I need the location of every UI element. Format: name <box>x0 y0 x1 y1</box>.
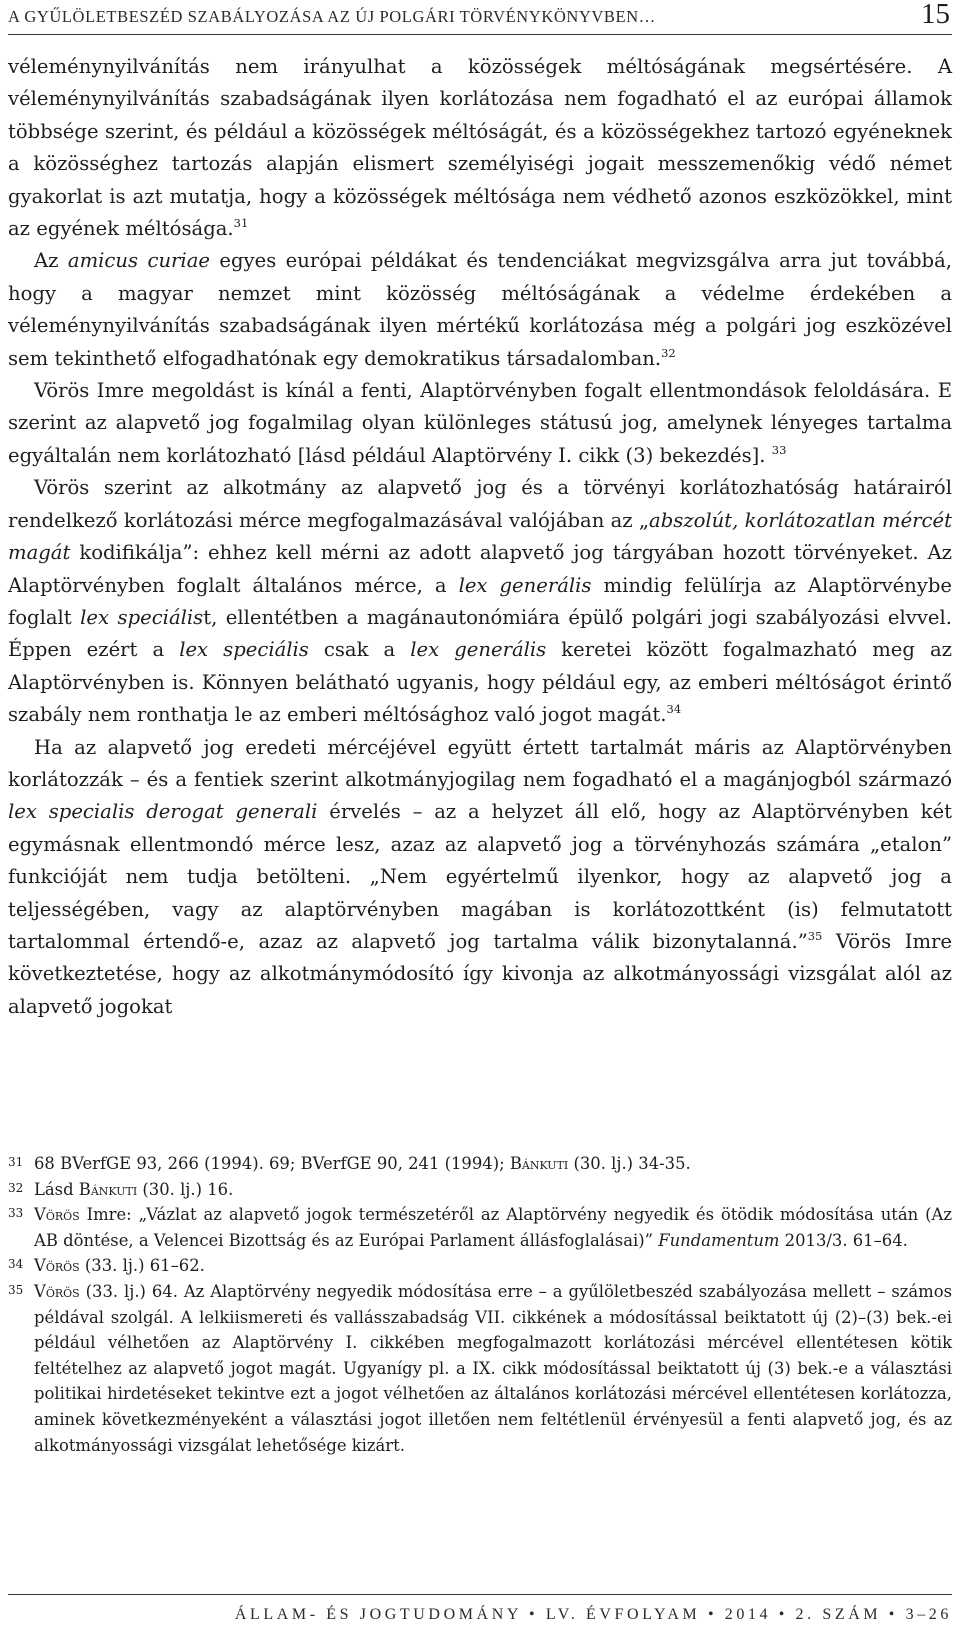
journal-title: Fundamentum <box>658 1230 780 1250</box>
paragraph-text: csak a <box>308 638 411 662</box>
footnote-ref-31[interactable]: 31 <box>233 216 249 231</box>
journal-citation: ÁLLAM- ÉS JOGTUDOMÁNY • LV. ÉVFOLYAM • 2014 • 2. SZÁM • 3–26 <box>234 1606 952 1623</box>
latin-term: lex speciális <box>80 605 204 629</box>
paragraph-1 <box>8 51 952 245</box>
author-name: Bánkuti <box>78 1179 138 1199</box>
footnote-ref-35[interactable]: 35 <box>807 928 823 943</box>
paragraph-3 <box>8 375 952 472</box>
footnote-number: 31 <box>8 1155 24 1169</box>
paragraph-2 <box>8 245 952 375</box>
paragraph-text: mindig felülírja az Alaptörvénybe foglalt <box>8 573 952 629</box>
author-name: Bánkuti <box>509 1154 569 1173</box>
footnote-text: (30. lj.) 16. <box>137 1179 234 1199</box>
paragraph-4 <box>8 472 952 731</box>
paragraph-text: érvelés – az a helyzet áll elő, hogy az Alaptörvényben két egymásnak ellentmondó mérce lesz, azaz az alapvető jog a törvényhozás számára „etalon” funkcióját nem tudja betölteni. „Nem egyértelmű ilyenkor, hogy az alapvető jog a teljességében, vagy az alaptörvényben magában is korlátozottként (is) felmutatott tartalommal értendő-e, azaz az alapvető jog tartalma válik bizonytalanná.” <box>8 800 952 953</box>
footnote-text: 68 BVerfGE 93, 266 (1994). 69; BVerfGE 90, 241 (1994); <box>34 1154 510 1173</box>
footnotes <box>8 1151 952 1458</box>
footnote-33 <box>8 1202 952 1253</box>
author-name: Vörös <box>34 1281 80 1301</box>
paragraph-text: Ha az alapvető jog eredeti mércéjével együtt értett tartalmát máris az Alaptörvényben korlátozzák – és a fentiek szerint alkotmányjogilag nem fogadható el a magánjogból származó <box>8 735 952 791</box>
footnote-ref-34[interactable]: 34 <box>666 702 682 717</box>
footnote-text: (33. lj.) 64. Az Alaptörvény negyedik módosítása erre – a gyűlöletbeszéd szabályozása mellett – számos példával szolgál. A lelkiismereti és vallásszabadság VII. cikkének a módosítással beiktatott új (2)–(3) bek.-ei például vélhetően az Alaptörvény I. cikkében megfogalmazott korlátozási mércével ellentétesen kötik feltételhez az alapvető jogot magát. Ugyanígy pl. a IX. cikk módosítással beiktatott új (3) bek.-e a választási politikai hirdetéseket tekintve ezt a jogot vélhetően az általános korlátozási mércével ellentétesen korlátozza, aminek következményeként a választási jogot illetően nem feltétlenül érvényesül a fenti alapvető jog, és az alkotmányossági vizsgálat lehetősége kizárt. <box>34 1281 952 1455</box>
paragraph-text: kodifikálja”: ehhez kell mérni az adott alapvető jog tárgyában hozott törvényeket. Az Alaptörvényben foglalt általános mérce, a <box>8 541 952 597</box>
paragraph-text: Vörös Imre megoldást is kínál a fenti, Alaptörvényben fogalt ellentmondások feloldására. E szerint az alapvető jog fogalmilag olyan különleges státusú jog, amelynek lényeges tartalma egyáltalán nem korlátozható [lásd például Alaptörvény I. cikk (3) bekezdés]. <box>8 379 952 467</box>
footnote-text: 2013/3. 61–64. <box>779 1230 908 1250</box>
paragraph-text: véleménynyilvánítás nem irányulhat a közösségek méltóságának megsértésére. A véleménynyilvánítás szabadságának ilyen korlátozása nem fogadható el az európai államok többsége szerint, és például a közösségek méltóságát, és a közösségekhez tartozó egyéneknek a közösséghez tartozás alapján elismert személyiségi jogait messzemenőkig védő német gyakorlat is azt mutatja, hogy a közösségek méltósága nem védhető azonos eszközökkel, mint az egyének méltósága. <box>8 55 952 241</box>
paragraph-text: Az <box>34 249 68 273</box>
author-name: Vörös <box>34 1205 80 1225</box>
page-footer <box>8 1594 952 1634</box>
latin-term: lex generális <box>410 638 547 662</box>
latin-term: amicus curiae <box>67 249 210 273</box>
paragraph-5 <box>8 732 952 1024</box>
footnote-34 <box>8 1253 952 1279</box>
latin-term: lex speciális <box>179 638 309 662</box>
footnote-text: Lásd <box>34 1179 79 1199</box>
running-title: A GYŰLÖLETBESZÉD SZABÁLYOZÁSA AZ ÚJ POLGÁRI TÖRVÉNYKÖNYVBEN… <box>8 7 656 26</box>
paragraph-text: Vörös szerint az alkotmány az alapvető jog és a törvényi korlátozhatóság határairól rendelkező korlátozási mérce megfogalmazásával valójában az „ <box>8 476 952 532</box>
article-body <box>8 51 952 1023</box>
footnote-35 <box>8 1279 952 1458</box>
author-name: Vörös <box>34 1256 80 1276</box>
page-number: 15 <box>921 0 950 30</box>
paragraph-text: t, ellentétben a magánautonómiára épülő polgári jogi szabályozási elvvel. Éppen ezért a <box>8 605 952 662</box>
latin-term: lex specialis derogat generali <box>8 800 318 824</box>
footnote-number: 35 <box>8 1282 24 1297</box>
footnote-text: (30. lj.) 34-35. <box>568 1154 691 1173</box>
footnote-32 <box>8 1177 952 1203</box>
emphasis: abszolút, korlátozatlan mércét magát <box>8 508 952 565</box>
footnote-text: Imre: „Vázlat az alapvető jogok természetéről az Alaptörvény negyedik és ötödik módosítása után (Az AB döntése, a Velencei Bizottság és az Európai Parlament állásfoglalásai)” <box>34 1205 952 1250</box>
footnote-31 <box>8 1151 952 1177</box>
footnote-text: (33. lj.) 61–62. <box>79 1256 205 1276</box>
latin-term: lex generális <box>458 573 592 597</box>
paragraph-text: keretei között fogalmazható meg az Alaptörvényben is. Könnyen belátható ugyanis, hogy például egy, az emberi méltóságot érintő szabály nem ronthatja le az emberi méltósághoz való jogot magát. <box>8 638 952 727</box>
paragraph-text: Vörös Imre következtetése, hogy az alkotmánymódosító így kivonja az alkotmányossági vizsgálat alól az alapvető jogokat <box>8 929 952 1018</box>
footnote-number: 32 <box>8 1180 24 1195</box>
page-header <box>8 0 952 35</box>
footnote-ref-33[interactable]: 33 <box>771 442 787 457</box>
footnote-number: 33 <box>8 1206 24 1221</box>
footnote-number: 34 <box>8 1257 24 1272</box>
footnote-ref-32[interactable]: 32 <box>661 345 676 360</box>
paragraph-text: egyes európai példákat és tendenciákat megvizsgálva arra jut továbbá, hogy a magyar nemzet mint közösség méltóságának a védelme érdekében a véleménynyilvánítás szabadságának ilyen mértékű korlátozása még a polgári jog eszközével sem tekinthető elfogadhatónak egy demokratikus társadalomban. <box>8 249 952 370</box>
